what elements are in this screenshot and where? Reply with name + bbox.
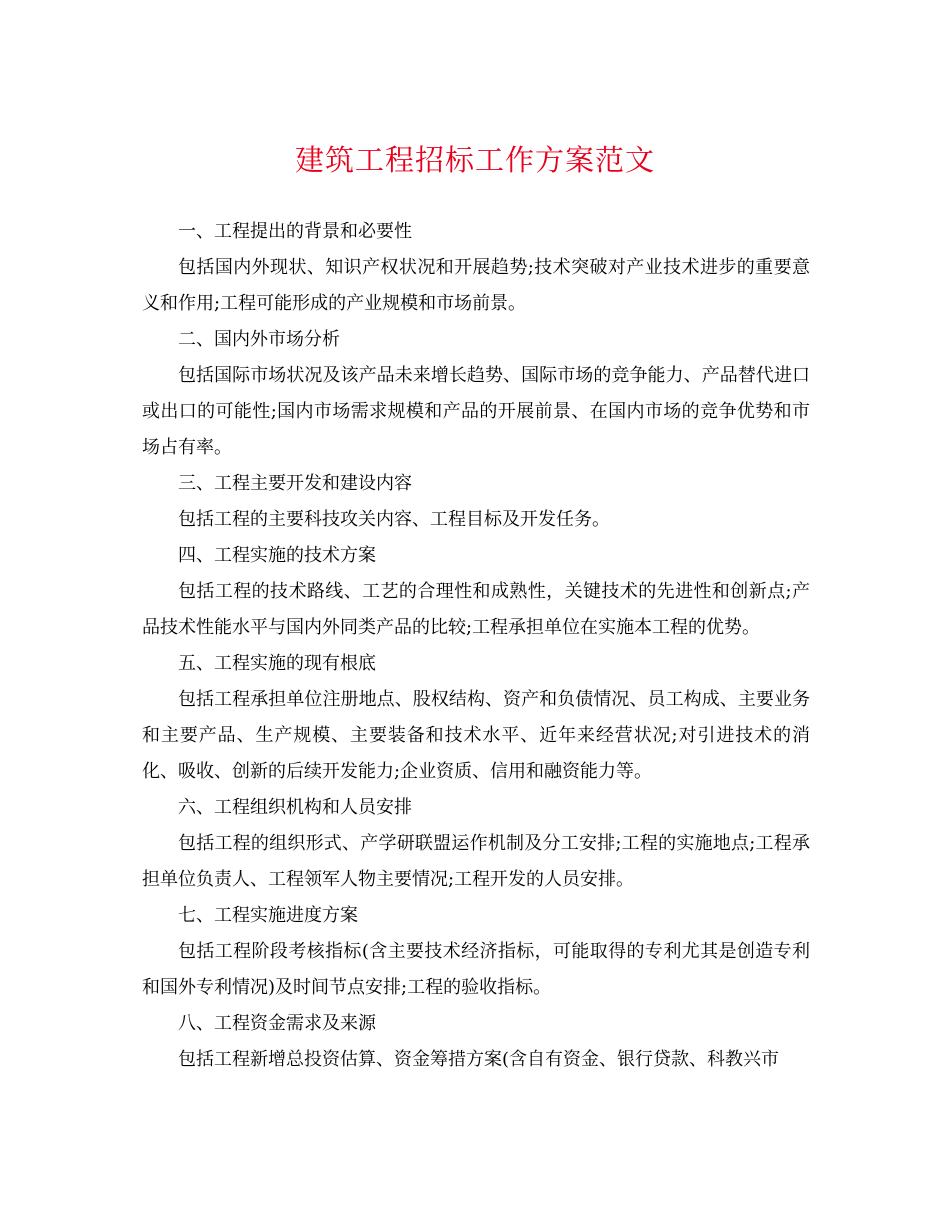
section-paragraph-1: 包括国内外现状、知识产权状况和开展趋势;技术突破对产业技术进步的重要意义和作用;工程可能形成的产业规模和市场前景。 (142, 257, 810, 314)
section-heading-5: 五、工程实施的现有根底 (178, 653, 376, 674)
section-heading-1: 一、工程提出的背景和必要性 (178, 221, 412, 242)
document-title: 建筑工程招标工作方案范文 (294, 143, 655, 177)
section-paragraph-6: 包括工程的组织形式、产学研联盟运作机制及分工安排;工程的实施地点;工程承担单位负责人、工程领军人物主要情况;工程开发的人员安排。 (142, 833, 810, 890)
section-paragraph-8: 包括工程新增总投资估算、资金筹措方案(含自有资金、银行贷款、科教兴市 (178, 1049, 780, 1070)
document-body (142, 214, 810, 1078)
section-paragraph-2: 包括国际市场状况及该产品未来增长趋势、国际市场的竞争能力、产品替代进口或出口的可能性;国内市场需求规模和产品的开展前景、在国内市场的竞争优势和市场占有率。 (142, 365, 810, 458)
section-heading-3: 三、工程主要开发和建设内容 (178, 473, 412, 494)
section-heading-7: 七、工程实施进度方案 (178, 905, 358, 926)
section-heading-6: 六、工程组织机构和人员安排 (178, 797, 412, 818)
section-heading-2: 二、国内外市场分析 (178, 329, 340, 350)
section-paragraph-7: 包括工程阶段考核指标(含主要技术经济指标，可能取得的专利尤其是创造专利和国外专利情况)及时间节点安排;工程的验收指标。 (142, 941, 810, 998)
section-heading-8: 八、工程资金需求及来源 (178, 1013, 376, 1034)
section-heading-4: 四、工程实施的技术方案 (178, 545, 376, 566)
section-paragraph-4: 包括工程的技术路线、工艺的合理性和成熟性，关键技术的先进性和创新点;产品技术性能水平与国内外同类产品的比较;工程承担单位在实施本工程的优势。 (142, 581, 810, 638)
section-paragraph-3: 包括工程的主要科技攻关内容、工程目标及开发任务。 (178, 509, 610, 530)
section-paragraph-5: 包括工程承担单位注册地点、股权结构、资产和负债情况、员工构成、主要业务和主要产品、生产规模、主要装备和技术水平、近年来经营状况;对引进技术的消化、吸收、创新的后续开发能力;企业资质、信用和融资能力等。 (142, 689, 810, 782)
